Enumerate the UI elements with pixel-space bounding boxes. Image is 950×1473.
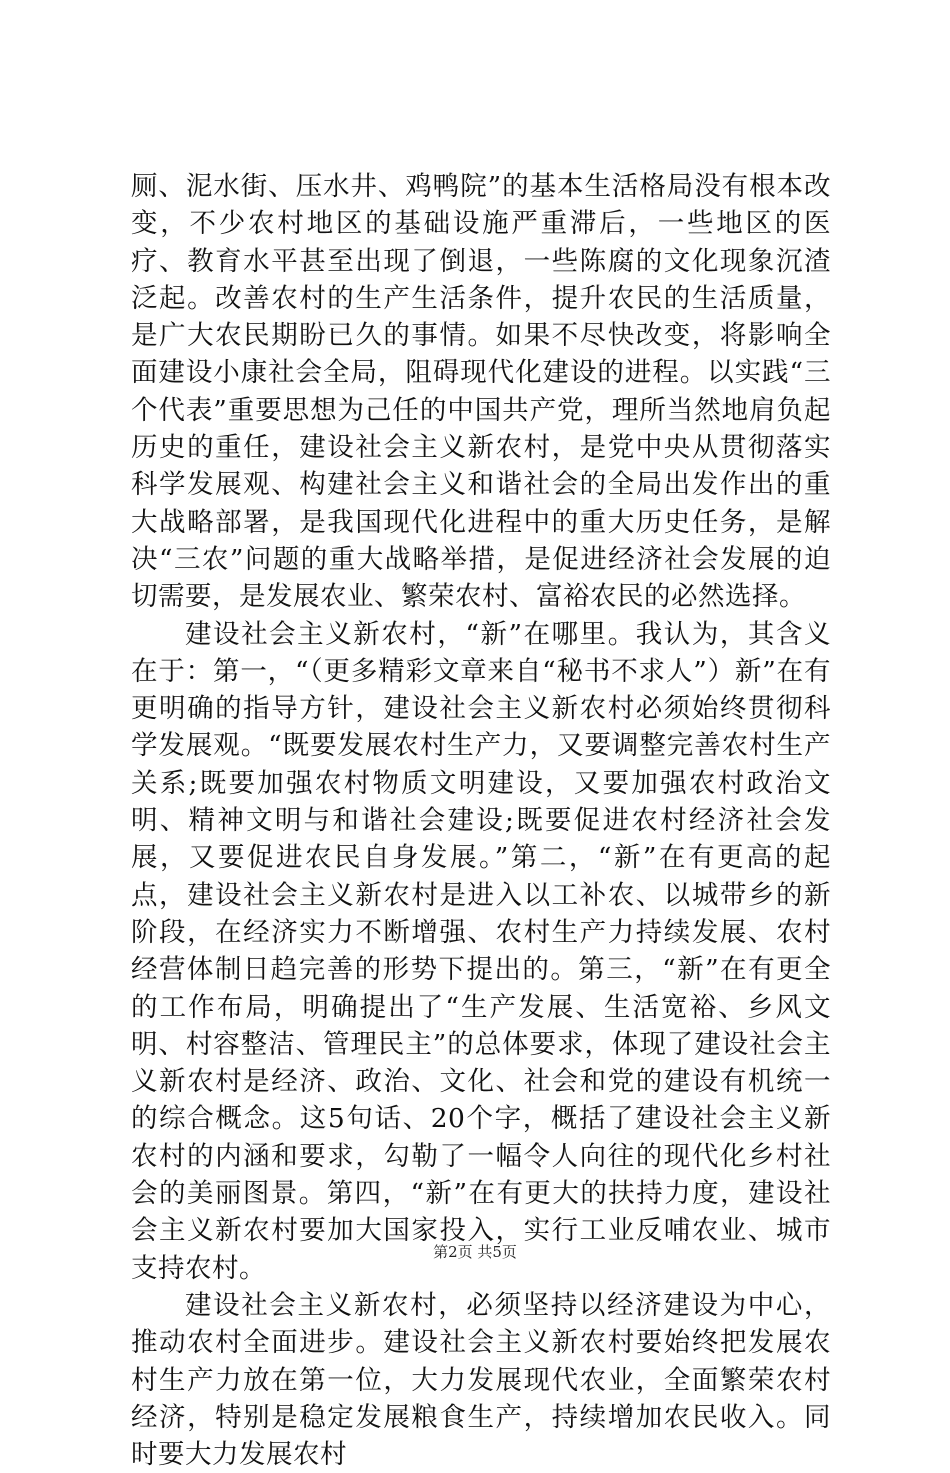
paragraph-2: 建设社会主义新农村，“新”在哪里。我认为，其含义在于：第一，“（更多精彩文章来自“秘书不求人”）新”在有更明确的指导方针，建设社会主义新农村必须始终贯彻科学发展观。“既要发展农村生产力，又要调整完善农村生产关系;既要加强农村物质文明建设，又要加强农村政治文明、精神文明与和谐社会建设;既要促进农村经济社会发展，又要促进农民自身发展。”第二，“新”在有更高的起点，建设社会主义新农村是进入以工补农、以城带乡的新阶段，在经济实力不断增强、农村生产力持续发展、农村经营体制日趋完善的形势下提出的。第三，“新”在有更全的工作布局，明确提出了“生产发展、生活宽裕、乡风文明、村容整洁、管理民主”的总体要求，体现了建设社会主义新农村是经济、政治、文化、社会和党的建设有机统一的综合概念。这5句话、20个字，概括了建设社会主义新农村的内涵和要求，勾勒了一幅令人向往的现代化乡村社会的美丽图景。第四，“新”在有更大的扶持力度，建设社会主义新农村要加大国家投入，实行工业反哺农业、城市支持农村。 (131, 618, 831, 1284)
paragraph-1: 厕、泥水街、压水井、鸡鸭院”的基本生活格局没有根本改变，不少农村地区的基础设施严重滞后，一些地区的医疗、教育水平甚至出现了倒退，一些陈腐的文化现象沉渣泛起。改善农村的生产生活条件，提升农民的生活质量，是广大农民期盼已久的事情。如果不尽快改变，将影响全面建设小康社会全局，阻碍现代化建设的进程。以实践“三个代表”重要思想为己任的中国共产党，理所当然地肩负起历史的重任，建设社会主义新农村，是党中央从贯彻落实科学发展观、构建社会主义和谐社会的全局出发作出的重大战略部署，是我国现代化进程中的重大历史任务，是解决“三农”问题的重大战略举措，是促进经济社会发展的迫切需要，是发展农业、繁荣农村、富裕农民的必然选择。 (131, 171, 831, 613)
paragraph-3: 建设社会主义新农村，必须坚持以经济建设为中心，推动农村全面进步。建设社会主义新农村要始终把发展农村生产力放在第一位，大力发展现代农业，全面繁荣农村经济，特别是稳定发展粮食生产，持续增加农民收入。同时要大力发展农村 (131, 1289, 831, 1471)
document-body (131, 168, 831, 1473)
page-footer: 第2页 共5页 (433, 1243, 517, 1261)
